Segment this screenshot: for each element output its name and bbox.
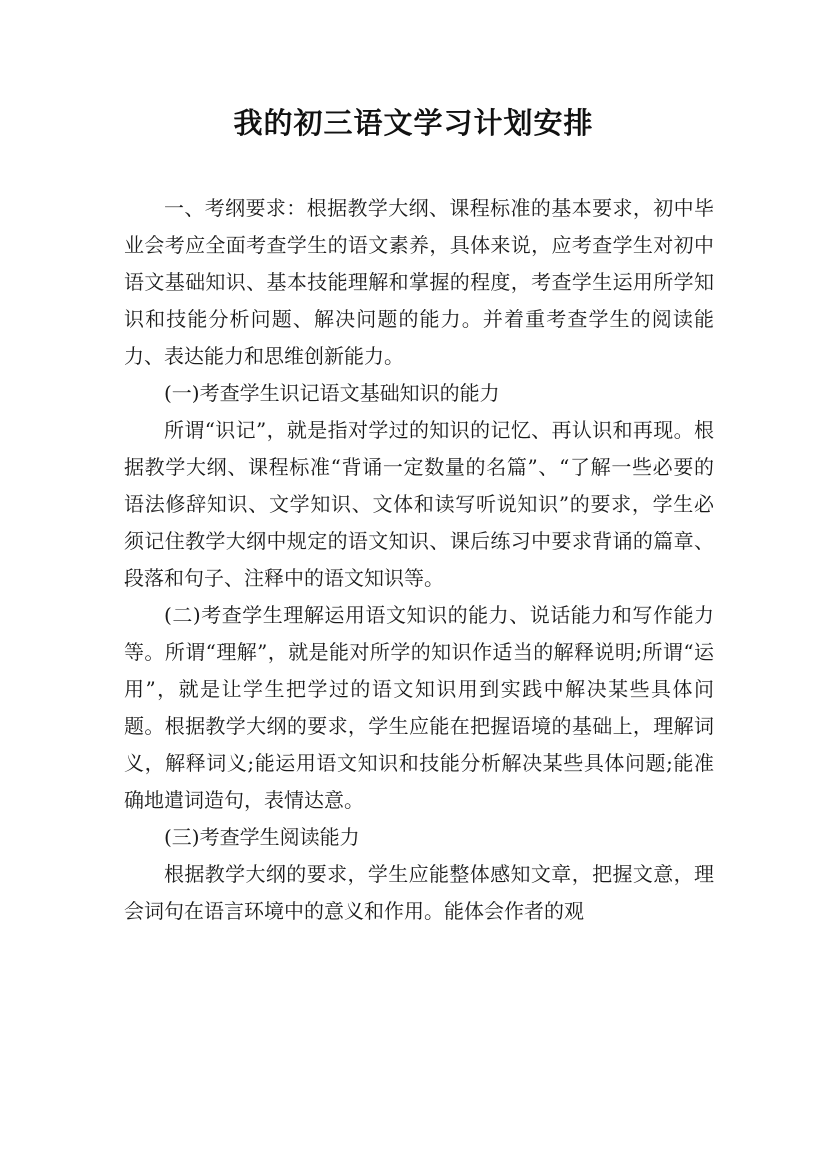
paragraph-memorization: 所谓“识记”，就是指对学过的知识的记忆、再认识和再现。根据教学大纲、课程标准“背诵一定数量的名篇”、“了解一些必要的语法修辞知识、文学知识、文体和读写听说知识”的要求，学生必须记住教学大纲中规定的语文知识、课后练习中要求背诵的篇章、段落和句子、注释中的语文知识等。 — [124, 418, 714, 590]
paragraph-exam-requirements: 一、考纲要求：根据教学大纲、课程标准的基本要求，初中毕业会考应全面考查学生的语文素养，具体来说，应考查学生对初中语文基础知识、基本技能理解和掌握的程度，考查学生运用所学知识和技能分析问题、解决问题的能力。并着重考查学生的阅读能力、表达能力和思维创新能力。 — [124, 196, 714, 368]
section-heading-3: (三)考查学生阅读能力 — [164, 825, 360, 849]
paragraph-reading-ability: 根据教学大纲的要求，学生应能整体感知文章，把握文意，理会词句在语言环境中的意义和作用。能体会作者的观 — [124, 862, 714, 923]
document-body — [124, 190, 714, 930]
section-heading-1: (一)考查学生识记语文基础知识的能力 — [164, 381, 500, 405]
section-heading-2: (二)考查学生理解运用语文知识的能力、说话能力和写作能力等。所谓“理解”，就是能对所学的知识作适当的解释说明;所谓“运用”，就是让学生把学过的语文知识用到实践中解决某些具体问题。根据教学大纲的要求，学生应能在把握语境的基础上，理解词义，解释词义;能运用语文知识和技能分析解决某些具体问题;能准确地遣词造句，表情达意。 — [124, 603, 714, 812]
document-title: 我的初三语文学习计划安排 — [233, 106, 594, 140]
